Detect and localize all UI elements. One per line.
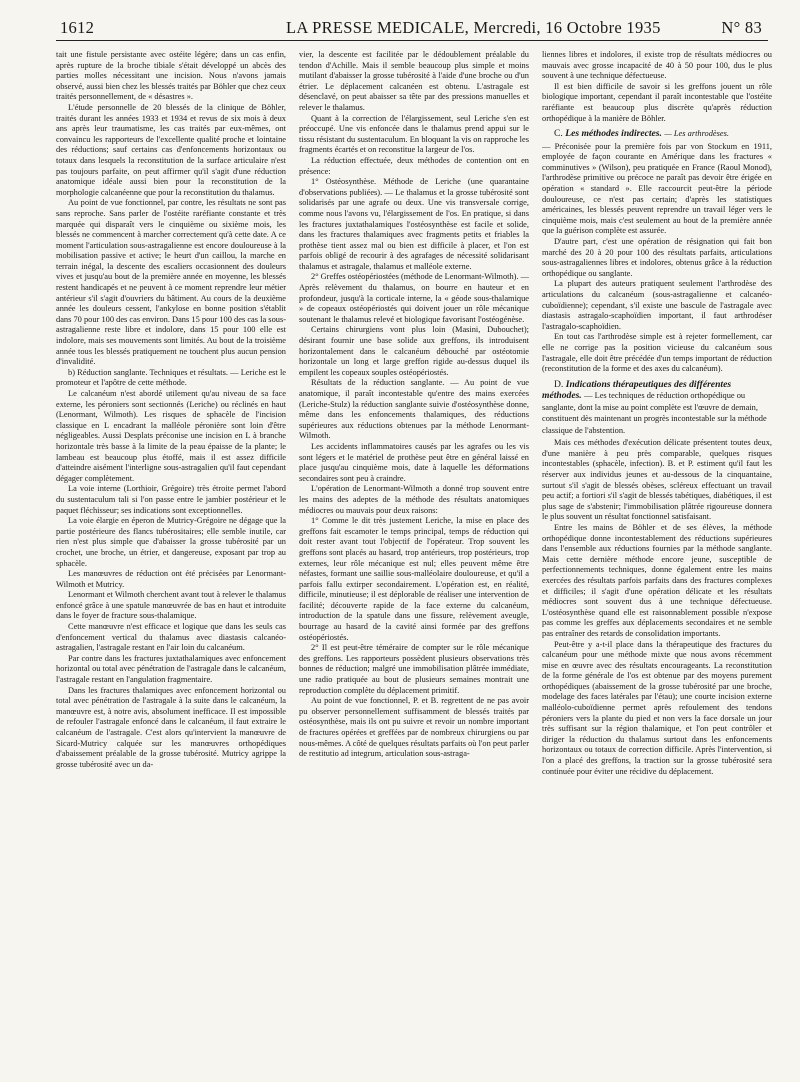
section-lead: — Les techniques de réduction orthopédique ou sanglante, dont la mise au point complète est l'œuvre de demain, constituent dès maintenant un progrès incontestable sur la méthode classique de l'abstention. [542, 391, 767, 435]
paragraph: Le calcanéum n'est abordé utilement qu'au niveau de sa face externe, les péroniers sont sectionnés (Leriche) ou réclinés en haut (Lenormant, Wilmoth). Les risques de sphacèle de l'incision classique en L encadrant la malléole péronière sont loin d'être négligeables. Aussi Desplats préconise une incision en L à branche horizontale très basse à la limite de la peau épaisse de la plante; le lambeau est beaucoup plus étoffé, mais il est assez difficile d'atteindre aisément l'interligne sous-astragalien qu'il faut cependant dégager complètement. [56, 389, 286, 483]
paragraph: Les manœuvres de réduction ont été précisées par Lenormant-Wilmoth et Mutricy. [56, 569, 286, 589]
paragraph: En tout cas l'arthrodèse simple est à rejeter formellement, car elle ne corrige pas la position vicieuse du calcanéum sous l'astragale, elle doit être précédée d'un temps important de réduction (reconstitution de la forme et des axes du calcanéum). [542, 332, 772, 374]
paragraph: 1° Comme le dit très justement Leriche, la mise en place des greffons fait escamoter le temps principal, temps de réduction qui doit rester avant tout l'objectif de l'opérateur. Trop souvent les greffons sont placés au hasard, trop antérieurs, trop postérieurs, trop externes, leur rôle mécanique est nul; elles peuvent même être néfastes, formant une saillie sous-malléolaire douloureuse, et qu'il a parfois fallu extirper secondairement. L'opération est, en réalité, difficile, minutieuse; il est déplorable de réaliser une intervention de facilité; découverte rapide de la face externe du calcanéum, introduction de la spatule dans une fissure, relèvement aveugle, bourrage au hasard de la cavité ainsi formée par des greffons ostéopériostés. [299, 516, 529, 642]
paragraph: La plupart des auteurs pratiquent seulement l'arthrodèse des articulations du calcanéum (sous-astragalienne et calcanéo-cuboïdienne); cependant, s'il existe une bascule de l'astragale avec diastasis astragalo-scaphoïdien important, il faut arthrodéser l'astragalo-scaphoïdien. [542, 279, 772, 331]
paragraph: Au point de vue fonctionnel, P. et B. regrettent de ne pas avoir pu observer personnellement suffisamment de blessés traités par ostéosynthèse, mais ils ont pu suivre et revoir un nombre important de fractures opérées et greffées par de nombreux chirurgiens ou par nous-mêmes. A côté de quelques résultats parfaits où l'on peut parler de restitutio ad integrum, articulation sous-astraga- [299, 696, 529, 759]
paragraph: Peut-être y a-t-il place dans la thérapeutique des fractures du calcanéum pour une méthode mixte que nous avons récemment mise en œuvre avec des résultats encourageants. La reconstitution de la forme générale de l'os est obtenue par des moyens purement orthopédiques (abaissement de la grosse tubérosité par une broche, modelage des faces latérales par l'étau); une courte incision externe malléolo-cuboïdienne permet après refoulement des tendons péroniers vers la plante du pied et non vers la face dorsale un jour très suffisant sur la région thalamique, et l'on peut contrôler et diriger la réduction du thalamus surtout dans les enfoncements horizontaux ou totaux de correction difficile. Après l'intervention, si l'on a placé des greffons, la traction sur la grosse tubérosité sera continuée pour éviter une récidive du déplacement. [542, 639, 772, 776]
journal-title: LA PRESSE MEDICALE, Mercredi, 16 Octobre 1935 [286, 18, 661, 37]
paragraph: Il est bien difficile de savoir si les greffons jouent un rôle biologique important, cependant il paraît incontestable que l'ostéite raréfiante est beaucoup plus discrète qu'après réduction orthopédique à la manière de Böhler. [542, 81, 772, 123]
paragraph: L'étude personnelle de 20 blessés de la clinique de Böhler, traités durant les années 1933 et 1934 et revus de six mois à deux ans après leur traumatisme, les cas traités par eux-mêmes, ont convaincu les rapporteurs de l'excellente qualité proche et lointaine des réductions; sauf certains cas d'enfoncements horizontaux ou totaux dans lesquels la reconstitution de la surface articulaire n'est pas toujours parfaite, on peut affirmer qu'il s'agit d'une réduction anatomique idéale aussi bien pour la reconstitution de la morphologie calcanéenne que pour la reconstitution du thalamus. [56, 102, 286, 197]
section-label: D. [554, 378, 564, 390]
paragraph: Quant à la correction de l'élargissement, seul Leriche s'en est préoccupé. Une vis enfoncée dans le thalamus prend appui sur le tissu résistant du sustentaculum. En bloquant la vis on rapproche les fragments écartés et on reconstitue la largeur de l'os. [299, 113, 529, 155]
paragraph: Entre les mains de Böhler et de ses élèves, la méthode orthopédique donne incontestablement des réductions supérieures dans l'ensemble aux réductions fournies par la méthode sanglante. Mais cette dernière méthode encore jeune, susceptible de perfectionnements techniques, donne également entre les mains exercées des résultats parfois parfaits dans des fractures complexes et difficiles; il s'agit d'une opération délicate et les résultats médiocres sont souvent dus à une technique défectueuse. L'ostéosynthèse quand elle est raisonnablement possible n'expose pas comme les greffes aux déplacements secondaires et ne semble pas entraîner des retards de consolidation importants. [542, 522, 772, 638]
issue-number: N° 83 [721, 18, 762, 37]
page-header [56, 16, 768, 41]
paragraph: vier, la descente est facilitée par le dédoublement préalable du tendon d'Achille. Mais il semble beaucoup plus simple et moins mutilant d'abaisser la grosse tubérosité à l'aide d'une broche ou d'un étrier. Le déplacement calcanéen est obtenu. L'astragale est désenclavé, on peut abaisser sa tête par des pressions manuelles et relever le thalamus. [299, 50, 529, 112]
paragraph: Les accidents inflammatoires causés par les agrafes ou les vis sont légers et le matériel de prothèse peut être en général laissé en place jusqu'au cinquième mois, date à laquelle les déformations secondaires sont peu à craindre. [299, 441, 529, 483]
section-title: Indications thérapeutiques des différentes méthodes. [542, 378, 732, 402]
column-3 [542, 50, 772, 1070]
paragraph: 1° Ostéosynthèse. Méthode de Leriche (une quarantaine d'observations publiées). — Le thalamus et la grosse tubérosité sont solidarisés par une agrafe ou deux. Une vis transversale corrige, comme nous l'avons vu, l'élargissement de l'os. En pratique, si dans les fractures juxtathalamiques l'ostéosynthèse est facile et solide, dans les fractures thalamiques avec fragments petits et friables la prothèse tient assez mal ou bien est difficile à placer, et l'on est parfois obligé de recourir à des agrafages de nécessité solidarisant thalamus et astragale, thalamus et malléole externe. [299, 177, 529, 271]
section-subtitle: — Les arthrodèses. [664, 129, 729, 139]
paragraph: Au point de vue fonctionnel, par contre, les résultats ne sont pas sans reproche. Sans parler de l'ostéite raréfiante constante et très marquée qui disparaît vers le cinquième ou sixième mois, les blessés ne commencent à marcher correctement qu'à cette date. A ce moment l'articulation sous-astragalienne est encore douloureuse à la mobilisation passive et active; le heurt d'un caillou, la marche en terrain inégal, la descente des escaliers occasionnent des douleurs vives et jusqu'au bout de la première année en moyenne, les blessés restent handicapés et ne peuvent à ce moment reprendre leur métier antérieur s'il s'agit d'ouvriers du bâtiment. Au cours de la deuxième année les douleurs cessent, l'ankylose en bonne position s'établit dans 70 pour 100 des cas environ. Dans 15 pour 100 des cas la sous-astragalienne reste libre et indolore, dans 15 pour 100 elle est indolore, mais ses mouvements sont limités. Au bout de la troisième année tous les blessés pratiquement ne touchent plus aucun pension d'invalidité. [56, 198, 286, 367]
paragraph: Dans les fractures thalamiques avec enfoncement horizontal ou total avec pénétration de l'astragale à la suite dans le calcanéum, la manœuvre est, à notre avis, absolument inefficace. Il est impossible de refouler l'astragale enfoncé dans le calcanéum, il faut extraire le calcanéum de l'astragale. C'est alors qu'intervient la manœuvre de Sicard-Mutricy calquée sur les manœuvres orthopédiques d'abaissement préalable de la grosse tubérosité. Mutricy agrippe la grosse tubérosité avec un da- [56, 685, 286, 769]
paragraph: Lenormant et Wilmoth cherchent avant tout à relever le thalamus enfoncé grâce à une spatule manœuvrée de bas en haut et introduite dans le foyer de fracture sous-thalamique. [56, 590, 286, 621]
paragraph: Par contre dans les fractures juxtathalamiques avec enfoncement horizontal ou total avec pénétration de l'astragale dans le calcanéum, l'astragale restant en l'angulation fragmentaire. [56, 653, 286, 685]
paragraph: 2° Il est peut-être téméraire de compter sur le rôle mécanique des greffons. Les rapporteurs possèdent plusieurs observations très bonnes de réduction; malgré une immobilisation plâtrée immédiate, une radio pratiquée au bout de plusieurs semaines montrait une reproduction complète du déplacement primitif. [299, 643, 529, 695]
paragraph: tait une fistule persistante avec ostéite légère; dans un cas enfin, après rupture de la broche tibiale s'était développé un abcès des parties molles nécessitant une incision. Nous n'avons jamais observé, aussi bien chez les blessés traités par Böhler que chez ceux traités personnellement, de « désastres ». [56, 50, 286, 102]
section-heading-d [542, 379, 772, 437]
paragraph: D'autre part, c'est une opération de résignation qui fait bon marché des 20 à 20 pour 100 des résultats parfaits, articulations sous-astragaliennes libres et indolores, obtenus grâce à la réduction orthopédique ou sanglante. [542, 237, 772, 278]
paragraph: La voie élargie en éperon de Mutricy-Grégoire ne dégage que la partie postérieure des flancs tubérositaires; elle semble inutile, car rien n'est plus simple que d'abaisser la grosse tubérosité par un crochet, une broche, un étrier, et dangereuse, exposant par trop au sphacèle. [56, 516, 286, 568]
paragraph: Cette manœuvre n'est efficace et logique que dans les seuls cas d'enfoncement vertical du thalamus avec diastasis calcanéo-astragalien, l'astragale restant en l'air loin du calcanéum. [56, 622, 286, 653]
paragraph: La voie interne (Lorthioir, Grégoire) très étroite permet l'abord du sustentaculum tali si l'on passe entre le jambier postérieur et le paquet fléchisseur; ses indications sont exceptionnelles. [56, 484, 286, 515]
paragraph: Mais ces méthodes d'exécution délicate présentent toutes deux, d'une manière à peu près comparable, quelques risques incontestables (sphacèle, infection). B. et P. estiment qu'il faut les réserver aux individus jeunes et au-dessous de la cinquantaine, surtout s'il s'agit de blessés obèses, scléreux effectuant un travail peu actif; a fortiori s'il s'agit de blessés tabétiques, diabétiques, il est plus sage de s'abstenir; l'immobilisation plâtrée rigoureuse donnera le plus souvent un résultat fonctionnel satisfaisant. [542, 438, 772, 522]
column-1 [56, 50, 286, 1070]
section-heading-c [542, 128, 772, 140]
paragraph: Certains chirurgiens vont plus loin (Masini, Dubouchet); désirant fournir une base solide aux greffons, ils introduisent horizontalement dans le calcanéum débouché par ostéotomie horizontale un long et large greffon rigide au-dessus duquel ils empilent les copeaux souples ostéopériostés. [299, 325, 529, 377]
page-number: 1612 [60, 18, 95, 37]
paragraph: 2° Greffes ostéopériostées (méthode de Lenormant-Wilmoth). — Après relèvement du thalamus, on bourre en hauteur et en profondeur, jusqu'à la corticale interne, la « géode sous-thalamique » de copeaux ostéopériostés qui doivent jouer un rôle mécanique soutenant le thalamus relevé et biologique favorisant l'ostéogénèse. [299, 272, 529, 324]
paragraph: — Préconisée pour la première fois par von Stockum en 1911, employée de façon courante en Amérique dans les fractures « comminutives » (Wilson), peu pratiquée en France (Raoul Monod), l'arthrodèse primitive ou précoce ne paraît pas devoir être érigée en opération « standard ». Elle raccourcit peut-être la période douloureuse, ce n'est pas certain; d'après les statistiques américaines, les blessés peuvent reprendre un travail léger vers le cinquième mois, mais c'est seulement au bout de la première année que la guérison complète est assurée. [542, 141, 772, 236]
column-2 [299, 50, 529, 1070]
paragraph: L'opération de Lenormant-Wilmoth a donné trop souvent entre les mains des adeptes de la méthode des résultats anatomiques médiocres ou mauvais pour deux raisons: [299, 484, 529, 515]
paragraph: La réduction effectuée, deux méthodes de contention ont en présence: [299, 155, 529, 176]
paragraph: b) Réduction sanglante. Techniques et résultats. — Leriche est le promoteur et l'apôtre de cette méthode. [56, 367, 286, 388]
paragraph: Résultats de la réduction sanglante. — Au point de vue anatomique, il paraît incontestable qu'entre des mains exercées (Leriche-Stulz) la réduction sanglante suivie d'ostéosynthèse donne, même dans les enfoncements thalamiques, des réductions supérieures aux réductions obtenues par la méthode Lenormant-Wilmoth. [299, 378, 529, 441]
section-title: Les méthodes indirectes. [565, 128, 662, 140]
article-body [56, 50, 772, 1070]
paragraph: liennes libres et indolores, il existe trop de résultats médiocres ou mauvais avec grosse incapacité de 40 à 50 pour 100, dus le plus souvent à une technique défectueuse. [542, 50, 772, 81]
section-label: C. [554, 128, 563, 140]
